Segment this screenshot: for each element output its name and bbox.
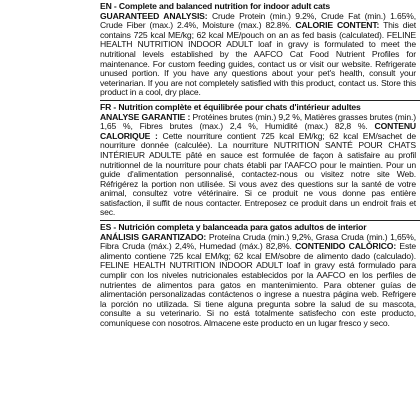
section-en bbox=[100, 2, 416, 98]
guaranteed-analysis-label-fr: ANALYSE GARANTIE : bbox=[100, 111, 191, 122]
section-divider bbox=[100, 100, 420, 101]
section-heading-fr: FR - Nutrition complète et équilibrée pour chats d'intérieur adultes bbox=[100, 101, 361, 112]
guaranteed-analysis-text-fr: Protéines brutes (min.) 9,2 %, Matières grasses brutes (min.) 1,65 %, Fibres brutes (max.) 2,4 %, Humidité (max.) 82,8 %. bbox=[100, 111, 416, 132]
section-heading-en: EN - Complete and balanced nutrition for indoor adult cats bbox=[100, 1, 331, 11]
section-divider bbox=[100, 220, 420, 221]
calorie-content-text-en: This diet contains 725 kcal ME/kg; 62 kcal ME/pouch on an as fed basis (calculated). FELINE HEALTH NUTRITION INDOOR ADULT loaf in gravy is formulated to meet the nutritional levels established by the AAFCO Cat Food Nutrient Profiles for maintenance. For custom feeding guides, contact us or visit our website. Refrigerate unused portion. If you have any questions about your pet's health, consult your veterinarian. If you are not completely satisfied with this product, contact us. Store this product in a cool, dry place. bbox=[100, 20, 416, 98]
calorie-content-label-es: CONTENIDO CALÓRICO: bbox=[295, 241, 397, 252]
calorie-content-label-fr: CONTENU CALORIQUE : bbox=[100, 121, 416, 141]
guaranteed-analysis-text-en: Crude Protein (min.) 9.2%, Crude Fat (min.) 1.65%, Crude Fiber (max.) 2.4%, Moisture (max.) 82.8%. bbox=[100, 10, 416, 31]
section-heading-es: ES - Nutrición completa y balanceada para gatos adultos de interior bbox=[100, 222, 367, 233]
guaranteed-analysis-label-es: ANÁLISIS GARANTIZADO: bbox=[100, 231, 207, 242]
guaranteed-analysis-label-en: GUARANTEED ANALYSIS: bbox=[100, 10, 208, 21]
section-fr bbox=[100, 103, 416, 218]
section-es bbox=[100, 223, 416, 329]
calorie-content-label-en: CALORIE CONTENT: bbox=[295, 20, 380, 31]
calorie-content-text-fr: Cette nourriture contient 725 kcal EM/kg; 62 kcal EM/sachet de nourriture donnée (calculée). La nourriture NUTRITION SANTÉ POUR CHATS INTÉRIEUR ADULTE pâté en sauce est formulée de façon à satisfaire au profil nutritionnel de la nourriture pour chats établi par l'AAFCO pour le maintien. Pour un guide d'alimentation personnalisé, contactez-nous ou visitez notre site Web. Réfrigérez la portion non utilisée. Si vous avez des questions sur la santé de votre animal, consultez votre vétérinaire. Si ce produit ne vous donne pas entière satisfaction, il suffit de nous contacter. Entreposez ce produit dans un endroit frais et sec. bbox=[100, 130, 416, 218]
guaranteed-analysis-text-es: Proteína Cruda (min.) 9,2%, Grasa Cruda (min.) 1,65%, Fibra Cruda (máx.) 2,4%, Humedad (máx.) 82,8%. bbox=[100, 231, 416, 252]
calorie-content-text-es: Este alimento contiene 725 kcal EM/kg; 62 kcal EM/sobre de alimento dado (calculado). FELINE HEALTH NUTRITION INDOOR ADULT loaf in gravy está formulado para cumplir con los niveles nutricionales establecidos por la AAFCO en los perfiles de nutrientes de alimentos para gatos en mantenimiento. Para obtener guías de alimentación personalizadas contáctenos o ingrese a nuestra página web. Refrigere la porción no utilizada. Si tiene alguna pregunta sobre la salud de su mascota, consulte a su veterinario. Si no está totalmente satisfecho con este producto, comuníquese con nosotros. Almacene este producto en un lugar fresco y seco. bbox=[100, 241, 416, 328]
